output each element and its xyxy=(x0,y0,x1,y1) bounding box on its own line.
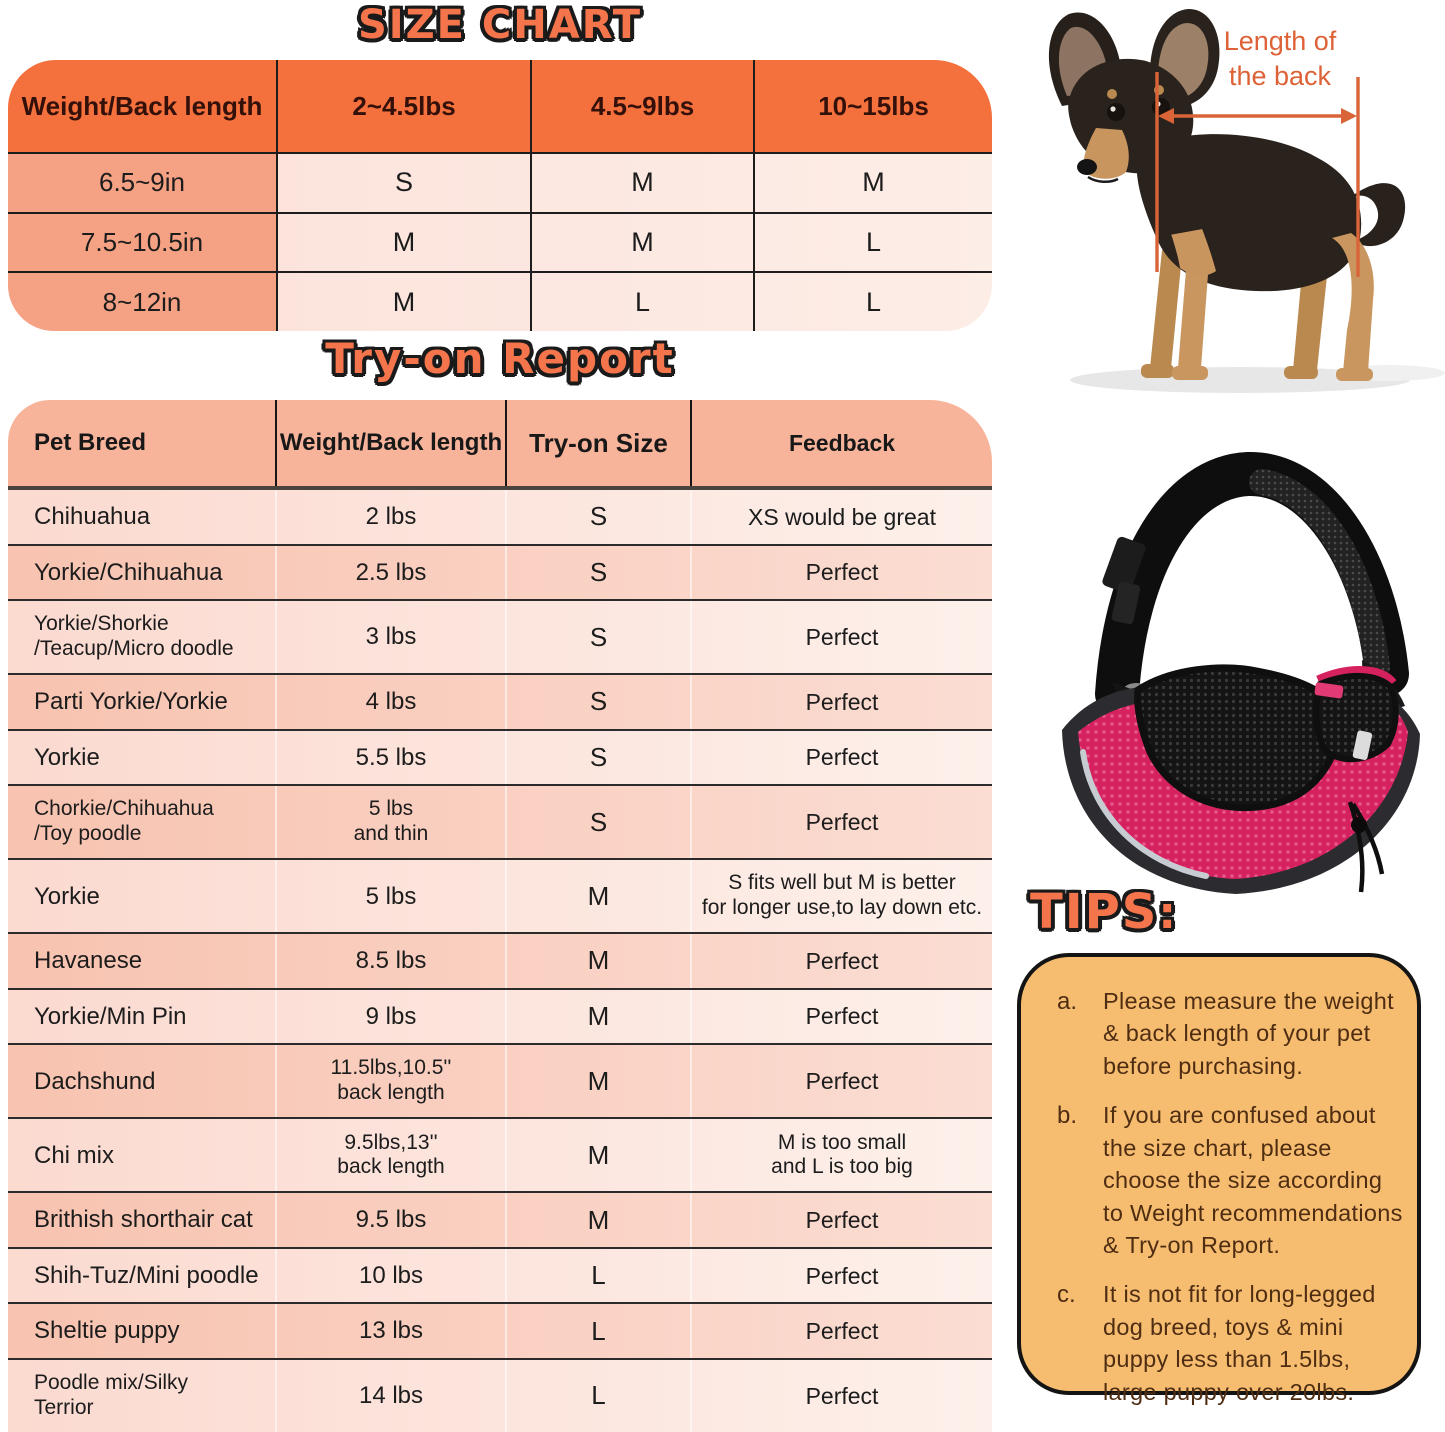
feedback-cell xyxy=(690,1360,992,1432)
weight-cell xyxy=(275,1193,505,1247)
breed-cell xyxy=(8,860,275,932)
breed-cell xyxy=(8,1045,275,1117)
weight-cell xyxy=(275,1360,505,1432)
annotation-line: Length of xyxy=(1223,26,1337,56)
size-value-cell: L xyxy=(753,273,992,331)
tips-title-colon: : xyxy=(1158,888,1178,939)
row-label-cell: 7.5~10.5in xyxy=(8,214,276,272)
size-cell: L xyxy=(505,1249,690,1303)
table-row xyxy=(8,212,992,272)
size-value-cell: M xyxy=(276,214,530,272)
line: 5.5 lbs xyxy=(355,743,427,771)
sling-bag-illustration xyxy=(1020,432,1445,907)
weight-cell xyxy=(275,934,505,988)
line: Yorkie/Chihuahua xyxy=(34,558,223,586)
line: and L is too big xyxy=(771,1155,913,1179)
size-cell: S xyxy=(505,546,690,600)
feedback-cell xyxy=(690,731,992,785)
size-cell: M xyxy=(505,934,690,988)
line: 2.5 lbs xyxy=(355,558,427,586)
line: Perfect xyxy=(805,559,879,586)
tip-text: If you are confused about the size chart, please choose the size according to Weight recommendations & Try-on Report. xyxy=(1103,1102,1403,1258)
size-cell: L xyxy=(505,1304,690,1358)
row-label-cell: 6.5~9in xyxy=(8,154,276,212)
tips-box xyxy=(1017,953,1421,1405)
breed-cell xyxy=(8,1249,275,1303)
size-cell: M xyxy=(505,990,690,1044)
tip-item xyxy=(1057,985,1403,1082)
line: /Toy poodle xyxy=(34,822,142,846)
line: Yorkie xyxy=(34,882,100,910)
breed-cell xyxy=(8,675,275,729)
line: 9.5 lbs xyxy=(355,1206,427,1234)
tryon-header-row xyxy=(8,400,992,490)
breed-cell xyxy=(8,1193,275,1247)
size-chart-table xyxy=(8,60,992,331)
line: 3 lbs xyxy=(365,623,417,651)
feedback-cell xyxy=(690,1249,992,1303)
weight-cell xyxy=(275,490,505,544)
size-value-cell: L xyxy=(753,214,992,272)
table-row xyxy=(8,152,992,212)
line: Yorkie/Min Pin xyxy=(34,1002,187,1030)
line: Havanese xyxy=(34,947,143,975)
weight-cell xyxy=(275,601,505,673)
tryon-report-title: Try-on Report xyxy=(325,334,675,383)
weight-cell xyxy=(275,860,505,932)
line: Perfect xyxy=(805,1207,879,1234)
feedback-cell xyxy=(690,1193,992,1247)
size-value-cell: M xyxy=(530,214,753,272)
line: Perfect xyxy=(805,744,879,771)
feedback-cell xyxy=(690,546,992,600)
feedback-cell xyxy=(690,1045,992,1117)
size-cell: M xyxy=(505,1193,690,1247)
line: Terrior xyxy=(34,1395,94,1419)
table-row xyxy=(8,786,992,860)
feedback-cell xyxy=(690,934,992,988)
table-row xyxy=(8,934,992,990)
line: Chorkie/Chihuahua xyxy=(34,797,214,821)
table-row xyxy=(8,731,992,787)
line: Yorkie xyxy=(34,743,100,771)
breed-cell xyxy=(8,490,275,544)
line: 8.5 lbs xyxy=(355,947,427,975)
line: Brithish shorthair cat xyxy=(34,1206,253,1234)
feedback-cell xyxy=(690,601,992,673)
line: Chihuahua xyxy=(34,503,151,531)
size-cell: L xyxy=(505,1360,690,1432)
size-cell: S xyxy=(505,731,690,785)
table-row xyxy=(8,1360,992,1432)
table-row xyxy=(8,271,992,331)
line: 9.5lbs,13'' xyxy=(344,1130,438,1154)
line: Perfect xyxy=(805,1382,879,1409)
line: Dachshund xyxy=(34,1067,156,1095)
line: Perfect xyxy=(805,1068,879,1095)
size-cell: M xyxy=(505,1045,690,1117)
weight-cell xyxy=(275,1045,505,1117)
tip-marker: c. xyxy=(1057,1281,1076,1309)
line: for longer use,to lay down etc. xyxy=(701,896,983,920)
size-cell: S xyxy=(505,786,690,858)
line: 11.5lbs,10.5'' xyxy=(330,1056,452,1080)
feedback-cell xyxy=(690,490,992,544)
col-header: 2~4.5lbs xyxy=(276,60,530,152)
line: Perfect xyxy=(805,624,879,651)
weight-cell xyxy=(275,731,505,785)
line: back length xyxy=(337,1155,445,1179)
size-cell: M xyxy=(505,860,690,932)
feedback-cell xyxy=(690,860,992,932)
annotation-line: the back xyxy=(1228,60,1332,91)
line: S fits well but M is better xyxy=(728,871,956,895)
table-row xyxy=(8,1193,992,1249)
line: Poodle mix/Silky xyxy=(34,1371,189,1395)
line: Perfect xyxy=(805,1003,879,1030)
line: 2 lbs xyxy=(365,503,417,531)
table-row xyxy=(8,990,992,1046)
size-chart-header-row xyxy=(8,60,992,152)
tip-item xyxy=(1057,1278,1403,1408)
line: Perfect xyxy=(805,809,879,836)
col-header: Feedback xyxy=(690,400,992,486)
size-value-cell: M xyxy=(753,154,992,212)
size-cell: M xyxy=(505,1119,690,1191)
size-value-cell: M xyxy=(530,154,753,212)
breed-cell xyxy=(8,601,275,673)
weight-cell xyxy=(275,786,505,858)
size-value-cell: M xyxy=(276,273,530,331)
pet-sling-carrier-figure xyxy=(1020,432,1445,907)
table-row xyxy=(8,601,992,675)
breed-cell xyxy=(8,731,275,785)
col-header: 10~15lbs xyxy=(753,60,992,152)
line: Perfect xyxy=(805,1262,879,1289)
line: 5 lbs xyxy=(368,797,414,821)
feedback-cell xyxy=(690,786,992,858)
table-row xyxy=(8,1119,992,1193)
breed-cell xyxy=(8,786,275,858)
row-label-cell: 8~12in xyxy=(8,273,276,331)
line: M is too small xyxy=(777,1130,907,1154)
col-header: 4.5~9lbs xyxy=(530,60,753,152)
tip-item xyxy=(1057,1099,1403,1261)
weight-cell xyxy=(275,1119,505,1191)
table-row xyxy=(8,1304,992,1360)
line: Shih-Tuz/Mini poodle xyxy=(34,1261,259,1289)
size-cell: S xyxy=(505,490,690,544)
feedback-cell xyxy=(690,675,992,729)
line: Yorkie/Shorkie xyxy=(34,612,169,636)
line: XS would be great xyxy=(748,503,936,530)
table-row xyxy=(8,860,992,934)
breed-cell xyxy=(8,1119,275,1191)
breed-cell xyxy=(8,1360,275,1432)
line: Perfect xyxy=(805,1318,879,1345)
line: 10 lbs xyxy=(358,1261,424,1289)
line: Perfect xyxy=(805,947,879,974)
line: Parti Yorkie/Yorkie xyxy=(34,688,228,716)
tip-marker: b. xyxy=(1057,1102,1078,1130)
line: /Teacup/Micro doodle xyxy=(34,637,234,661)
line: back length xyxy=(337,1081,445,1105)
back-length-annotation xyxy=(1180,24,1380,93)
weight-cell xyxy=(275,546,505,600)
tryon-report-table xyxy=(8,400,992,1432)
line: 9 lbs xyxy=(365,1002,417,1030)
tip-text: Please measure the weight & back length of your pet before purchasing. xyxy=(1103,988,1394,1079)
col-header: Pet Breed xyxy=(34,429,147,456)
size-value-cell: S xyxy=(276,154,530,212)
weight-cell xyxy=(275,1249,505,1303)
line: 14 lbs xyxy=(358,1382,424,1410)
breed-cell xyxy=(8,934,275,988)
size-cell: S xyxy=(505,601,690,673)
table-row xyxy=(8,1045,992,1119)
table-row xyxy=(8,675,992,731)
line: Chi mix xyxy=(34,1141,115,1169)
size-cell: S xyxy=(505,675,690,729)
table-row xyxy=(8,1249,992,1305)
weight-cell xyxy=(275,990,505,1044)
breed-cell xyxy=(8,546,275,600)
col-header: Weight/Back length xyxy=(275,400,505,486)
size-value-cell: L xyxy=(530,273,753,331)
breed-cell xyxy=(8,1304,275,1358)
feedback-cell xyxy=(690,990,992,1044)
line: and thin xyxy=(353,822,429,846)
tip-marker: a. xyxy=(1057,988,1078,1015)
weight-cell xyxy=(275,1304,505,1358)
col-header: Weight/Back length xyxy=(21,90,263,121)
line: Perfect xyxy=(805,688,879,715)
tips-title xyxy=(1030,884,1178,940)
table-row xyxy=(8,490,992,546)
breed-cell xyxy=(8,990,275,1044)
size-chart-title: SIZE CHART xyxy=(357,2,643,48)
tips-title-text: TIPS xyxy=(1030,884,1159,940)
feedback-cell xyxy=(690,1304,992,1358)
feedback-cell xyxy=(690,1119,992,1191)
line: 5 lbs xyxy=(365,882,417,910)
line: 4 lbs xyxy=(365,688,417,716)
line: Sheltie puppy xyxy=(34,1317,180,1345)
weight-cell xyxy=(275,675,505,729)
line: 13 lbs xyxy=(358,1317,424,1345)
col-header: Try-on Size xyxy=(505,400,690,486)
table-row xyxy=(8,546,992,602)
tip-text: It is not fit for long-legged dog breed, toys & mini puppy less than 1.5lbs, large puppy over 20lbs. xyxy=(1103,1281,1376,1405)
